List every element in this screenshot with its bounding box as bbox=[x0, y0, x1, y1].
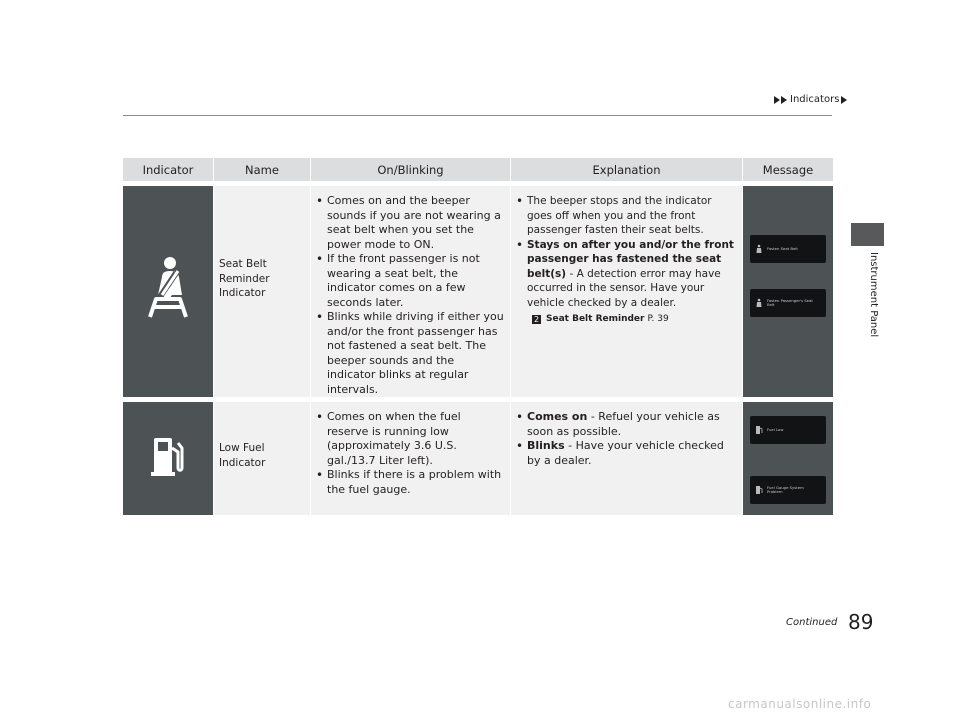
reference-arrow-icon: 2 bbox=[533, 314, 540, 324]
explanation-text: - Have your vehicle checked by a dealer. bbox=[527, 439, 724, 467]
column-header-message: Message bbox=[743, 158, 833, 181]
reference-page: P. 39 bbox=[647, 314, 669, 324]
explanation-bold: Stays on after you and/or the front passenger has fastened the seat belt(s) bbox=[527, 238, 734, 280]
message-stack bbox=[743, 186, 833, 317]
message-display bbox=[750, 416, 826, 444]
message-display bbox=[750, 476, 826, 504]
reference-title: Seat Belt Reminder bbox=[546, 314, 645, 324]
list-item: • Blinks if there is a problem with the fuel gauge. bbox=[327, 468, 504, 497]
explanation-text: - A detection error may have occurred in the sensor. Have your vehicle checked by a dealer. bbox=[527, 267, 721, 309]
chapter-tab-label: Instrument Panel bbox=[868, 252, 879, 338]
message-text: Fuel Low bbox=[767, 426, 784, 432]
column-header-on-blinking: On/Blinking bbox=[311, 158, 511, 181]
breadcrumb bbox=[774, 94, 848, 105]
table-row bbox=[123, 402, 833, 515]
message-text: Fasten Passenger's Seat Belt bbox=[767, 297, 813, 307]
explanation-cell bbox=[511, 402, 743, 515]
on-blinking-cell bbox=[311, 186, 511, 397]
indicator-icon-cell bbox=[123, 402, 214, 515]
breadcrumb-arrow-icon bbox=[781, 96, 787, 104]
column-header-indicator: Indicator bbox=[123, 158, 214, 181]
message-text: Fasten Seat Belt bbox=[767, 245, 798, 251]
breadcrumb-arrow-icon bbox=[774, 96, 780, 104]
page-number: 89 bbox=[848, 610, 874, 634]
on-blinking-list bbox=[311, 402, 510, 497]
fuel-mini-icon bbox=[755, 425, 763, 435]
indicator-icon-cell bbox=[123, 186, 214, 397]
explanation-bold: Comes on bbox=[527, 410, 588, 423]
column-header-name: Name bbox=[214, 158, 311, 181]
seat-belt-icon bbox=[140, 255, 196, 323]
explanation-list bbox=[511, 402, 742, 468]
continued-label: Continued bbox=[786, 617, 838, 628]
list-item: • Comes on when the fuel reserve is running low (approximately 3.6 U.S. gal./13.7 Liter left). bbox=[327, 410, 504, 468]
explanation-text: - Refuel your vehicle as soon as possible. bbox=[527, 410, 720, 438]
message-cell bbox=[743, 186, 833, 397]
list-item bbox=[527, 238, 736, 311]
indicator-name: Seat Belt Reminder Indicator bbox=[219, 258, 270, 299]
fuel-pump-icon bbox=[148, 434, 188, 478]
indicator-name-cell bbox=[214, 186, 311, 397]
breadcrumb-label: Indicators bbox=[790, 94, 840, 105]
on-blinking-cell bbox=[311, 402, 511, 515]
message-cell bbox=[743, 402, 833, 515]
explanation-cell bbox=[511, 186, 743, 397]
fuel-mini-icon bbox=[755, 485, 763, 495]
indicator-table bbox=[123, 153, 833, 520]
list-item: • Comes on and the beeper sounds if you are not wearing a seat belt when you set the power mode to ON. bbox=[327, 194, 504, 252]
on-blinking-list bbox=[311, 186, 510, 397]
indicator-name: Low Fuel Indicator bbox=[219, 442, 266, 469]
list-item: • The beeper stops and the indicator goes off when you and the front passenger fasten their seat belts. bbox=[527, 194, 736, 238]
seat-belt-mini-icon bbox=[755, 244, 763, 254]
message-display bbox=[750, 289, 826, 317]
list-item bbox=[527, 439, 736, 468]
seat-belt-mini-icon bbox=[755, 298, 763, 308]
indicator-name-cell bbox=[214, 402, 311, 515]
watermark: carmanualsonline.info bbox=[728, 697, 872, 711]
list-item bbox=[527, 410, 736, 439]
chapter-tab[interactable] bbox=[851, 223, 884, 246]
table-header-row bbox=[123, 158, 833, 181]
message-stack bbox=[743, 402, 833, 504]
header-divider bbox=[123, 115, 832, 116]
list-item: • Blinks while driving if either you and/or the front passenger has not fastened a seat belt. The beeper sounds and the indicator blinks at regular intervals. bbox=[327, 310, 504, 397]
explanation-list bbox=[511, 186, 742, 310]
message-text: Fuel Gauge System Problem bbox=[767, 484, 804, 494]
breadcrumb-arrow-icon bbox=[841, 96, 847, 104]
explanation-bold: Blinks bbox=[527, 439, 565, 452]
column-header-explanation: Explanation bbox=[511, 158, 743, 181]
cross-reference-link[interactable] bbox=[511, 312, 742, 327]
message-display bbox=[750, 235, 826, 263]
list-item: • If the front passenger is not wearing a seat belt, the indicator comes on a few seconds later. bbox=[327, 252, 504, 310]
table-row bbox=[123, 186, 833, 397]
